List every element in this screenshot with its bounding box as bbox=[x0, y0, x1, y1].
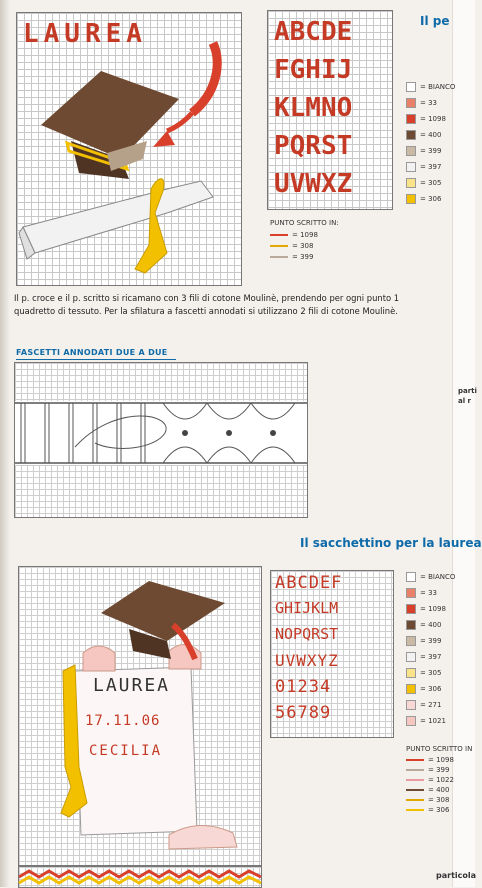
stitch-item: = 308 bbox=[270, 243, 339, 254]
color-swatch bbox=[406, 636, 416, 646]
stitch-item: = 400 bbox=[406, 787, 472, 797]
bottom-color-legend bbox=[406, 572, 455, 732]
color-swatch bbox=[406, 162, 416, 172]
top-cross-stitch-chart bbox=[16, 12, 242, 286]
stitch-line bbox=[406, 779, 424, 781]
legend-item: = BIANCO bbox=[406, 572, 455, 588]
side-note-line: al r bbox=[458, 397, 472, 405]
legend-item: = 397 bbox=[406, 652, 455, 668]
legend-item: = 33 bbox=[406, 98, 455, 114]
legend-item: = 399 bbox=[406, 146, 455, 162]
legend-item: = 399 bbox=[406, 636, 455, 652]
legend-item: = 400 bbox=[406, 620, 455, 636]
stitch-item: = 399 bbox=[270, 254, 339, 265]
color-swatch bbox=[406, 668, 416, 678]
stitch-item: = 399 bbox=[406, 767, 472, 777]
bottom-border-pattern bbox=[18, 866, 262, 888]
color-swatch bbox=[406, 98, 416, 108]
drawn-thread-bundles bbox=[15, 363, 307, 517]
bottom-section-heading: Il sacchettino per la laurea bbox=[300, 536, 482, 550]
alphabet-row: PQRST bbox=[274, 131, 353, 161]
stitch-line bbox=[406, 809, 424, 811]
color-swatch bbox=[406, 604, 416, 614]
alphabet-row: GHIJKLM bbox=[275, 599, 339, 617]
legend-item: = 397 bbox=[406, 162, 455, 178]
punto-scritto-title: PUNTO SCRITTO IN bbox=[406, 745, 473, 753]
top-chart-title: LAUREA bbox=[23, 19, 147, 49]
side-note-line: parti bbox=[458, 387, 477, 395]
bottom-punto-scritto-legend bbox=[406, 746, 472, 817]
stitch-line bbox=[406, 799, 424, 801]
stitch-line bbox=[270, 234, 288, 236]
stitch-line bbox=[270, 245, 288, 247]
alphabet-row: ABCDEF bbox=[275, 573, 343, 593]
legend-item: = 306 bbox=[406, 684, 455, 700]
color-swatch bbox=[406, 178, 416, 188]
chart-date: 17.11.06 bbox=[85, 713, 161, 729]
alphabet-row: 56789 bbox=[275, 703, 332, 723]
stitch-line bbox=[270, 256, 288, 258]
alphabet-row: UVWXZ bbox=[274, 169, 353, 199]
color-swatch bbox=[406, 684, 416, 694]
color-swatch bbox=[406, 114, 416, 124]
color-swatch bbox=[406, 194, 416, 204]
top-punto-scritto-legend bbox=[270, 220, 339, 265]
legend-item: = 1098 bbox=[406, 114, 455, 130]
stitch-item: = 306 bbox=[406, 807, 472, 817]
alphabet-row: 01234 bbox=[275, 677, 332, 697]
zigzag-border bbox=[19, 867, 261, 887]
top-color-legend bbox=[406, 82, 455, 210]
color-swatch bbox=[406, 620, 416, 630]
color-swatch bbox=[406, 588, 416, 598]
stitch-item: = 308 bbox=[406, 797, 472, 807]
chart-name: CECILIA bbox=[89, 743, 163, 759]
top-section-heading: Il pe bbox=[420, 14, 450, 28]
legend-item: = 271 bbox=[406, 700, 455, 716]
legend-item: = 305 bbox=[406, 668, 455, 684]
fascetti-heading-rule bbox=[16, 359, 176, 360]
alphabet-row: KLMNO bbox=[274, 93, 353, 123]
bottom-alphabet-chart bbox=[270, 570, 394, 738]
stitch-item: = 1098 bbox=[270, 232, 339, 243]
instructions-text: Il p. croce e il p. scritto si ricamano con 3 fili di cotone Moulinè, prendendo per ogni punto 1 quadretto di tessuto. Per la sfilatura a fascetti annodati si utilizzano 2 fili di cotone Moulinè. bbox=[14, 293, 400, 316]
stitch-line bbox=[406, 789, 424, 791]
top-alphabet-chart bbox=[267, 10, 393, 210]
legend-item: = 306 bbox=[406, 194, 455, 210]
color-swatch bbox=[406, 146, 416, 156]
fascetti-diagram bbox=[14, 362, 308, 518]
punto-scritto-title: PUNTO SCRITTO IN: bbox=[270, 219, 339, 227]
bottom-footnote: particola bbox=[436, 871, 477, 880]
side-note bbox=[458, 388, 477, 405]
bottom-cross-stitch-chart bbox=[18, 566, 262, 866]
fascetti-heading: FASCETTI ANNODATI DUE A DUE bbox=[16, 348, 168, 357]
graduation-cap-illustration bbox=[17, 13, 241, 285]
color-swatch bbox=[406, 82, 416, 92]
alphabet-row: FGHIJ bbox=[274, 55, 353, 85]
page-gutter-shadow bbox=[0, 0, 10, 887]
color-swatch bbox=[406, 130, 416, 140]
legend-item: = 1021 bbox=[406, 716, 455, 732]
stitch-item: = 1098 bbox=[406, 757, 472, 767]
bottom-chart-title: LAUREA bbox=[93, 675, 171, 696]
color-swatch bbox=[406, 652, 416, 662]
legend-item: = BIANCO bbox=[406, 82, 455, 98]
alphabet-row: UVWXYZ bbox=[275, 651, 339, 670]
legend-item: = 400 bbox=[406, 130, 455, 146]
stitch-line bbox=[406, 769, 424, 771]
color-swatch bbox=[406, 572, 416, 582]
legend-item: = 1098 bbox=[406, 604, 455, 620]
alphabet-row: NOPQRST bbox=[275, 625, 339, 643]
stitch-item: = 1022 bbox=[406, 777, 472, 787]
stitch-line bbox=[406, 759, 424, 761]
color-swatch bbox=[406, 700, 416, 710]
legend-item: = 33 bbox=[406, 588, 455, 604]
color-swatch bbox=[406, 716, 416, 726]
alphabet-row: ABCDE bbox=[274, 17, 353, 47]
legend-item: = 305 bbox=[406, 178, 455, 194]
